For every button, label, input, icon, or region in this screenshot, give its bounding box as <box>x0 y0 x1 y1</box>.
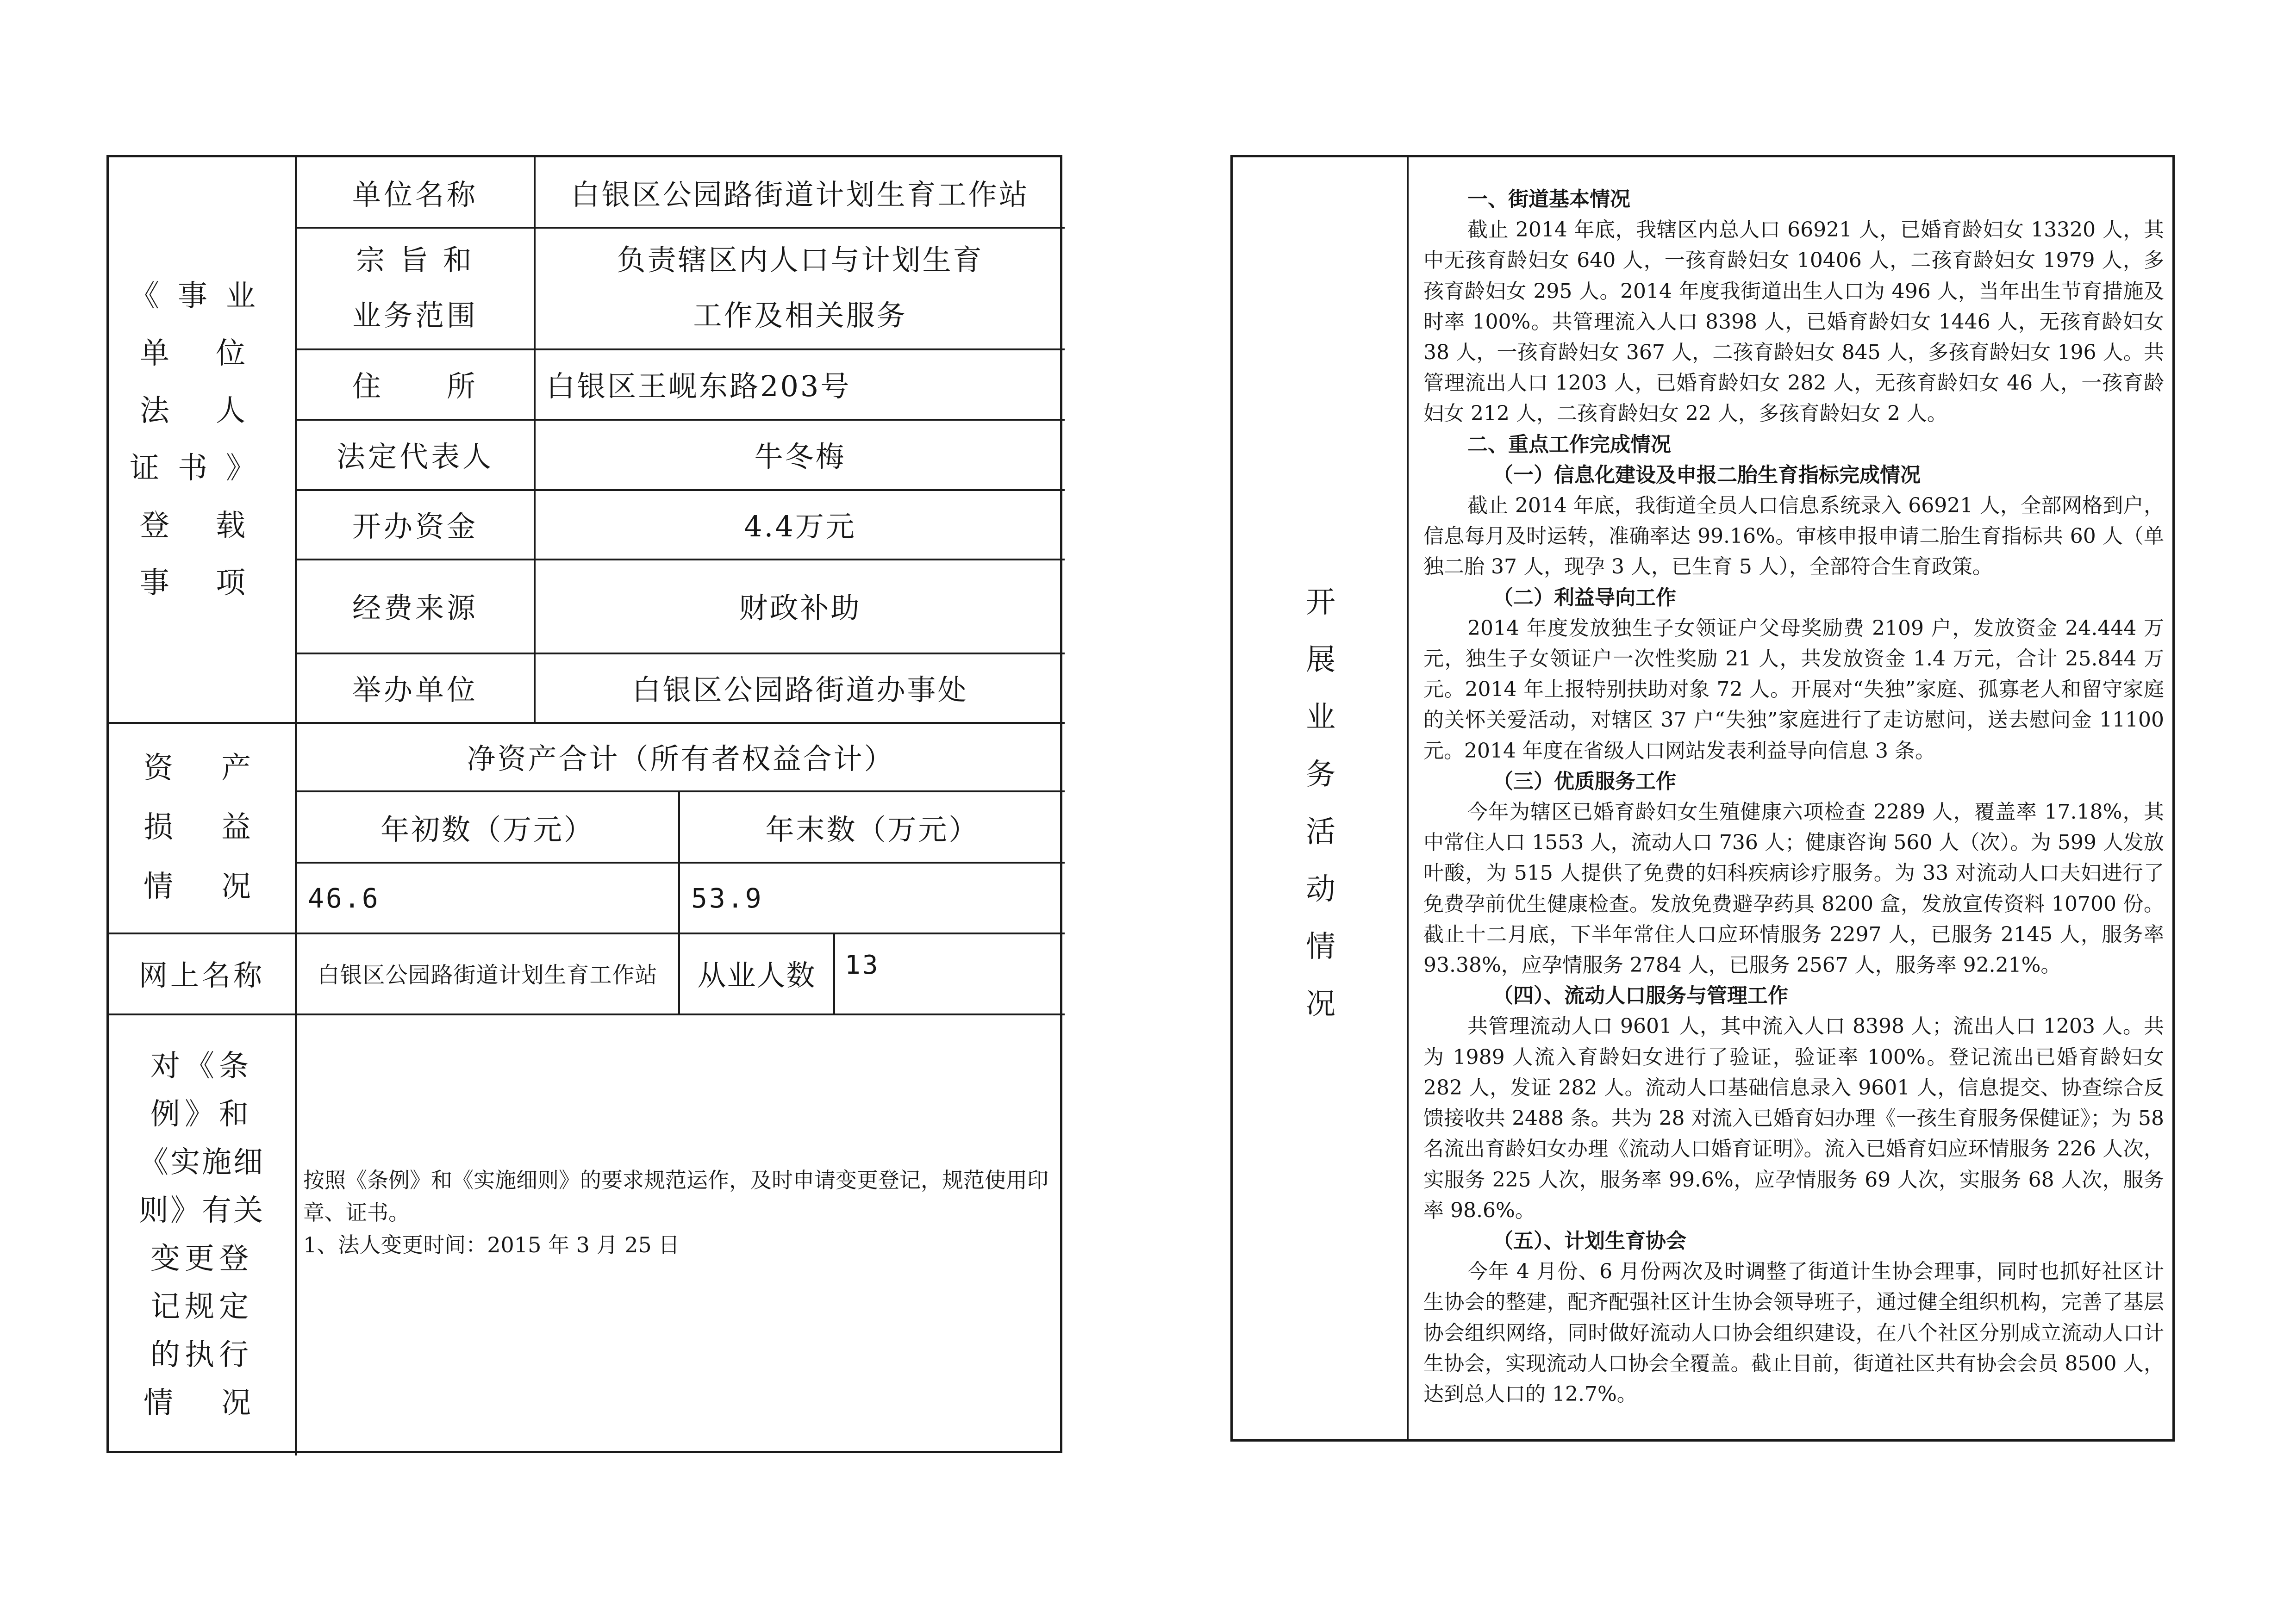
online-name-value: 白银区公园路街道计划生育工作站 <box>317 962 658 988</box>
sponsor-value: 白银区公园路街道办事处 <box>632 672 968 707</box>
capital-label: 开办资金 <box>352 509 478 543</box>
heading-quality-service: （三）优质服务工作 <box>1493 769 1676 793</box>
paragraph-informatization: 截止 2014 年底，我街道全员人口信息系统录入 66921 人，全部网格到户，信息每月及时运转，准确率达 99.16%。审核申报申请二胎生育指标共 60 人（单独二胎 37 人，现孕 3 人，已生育 5 人），全部符合生育政策。 <box>1423 494 2164 579</box>
staff-count-label: 从业人数 <box>697 958 816 992</box>
online-name-label: 网上名称 <box>138 958 265 992</box>
paragraph-floating-population: 共管理流动人口 9601 人，其中流入人口 8398 人；流出人口 1203 人。共为 1989 人流入育龄妇女进行了验证，验证率 100%。登记流出已婚育龄妇女 282 人，发证 282 人。流动人口基础信息录入 9601 人，信息提交、协查综合反馈接收共 2488 条。共为 28 对流入已婚育妇办理《一孩生育服务保健证》；为 58 名流出育龄妇女办理《流动人口婚育证明》。流入已婚育妇应环情服务 226 人次，实服务 225 人次，服务率 99.6%，应孕情服务 69 人次，实服务 68 人次，服务率 98.6%。 <box>1423 1014 2164 1222</box>
net-assets-label: 净资产合计（所有者权益合计） <box>467 741 895 776</box>
unit-name-value: 白银区公园路街道计划生育工作站 <box>571 177 1029 211</box>
heading-street-overview: 一、街道基本情况 <box>1467 187 1630 211</box>
address-label: 住 所 <box>352 369 478 403</box>
sponsor-label: 举办单位 <box>352 672 478 707</box>
paragraph-street-overview: 截止 2014 年底，我辖区内总人口 66921 人，已婚育龄妇女 13320 人，其中无孩育龄妇女 640 人，一孩育龄妇女 10406 人，二孩育龄妇女 1979 人，多孩育龄妇女 295 人。2014 年度我街道出生人口为 496 人，当年出生节育措施及时率 100%。共管理流入人口 8398 人，已婚育龄妇女 1446 人，无孩育龄妇女 38 人，一孩育龄妇女 367 人，二孩育龄妇女 845 人，多孩育龄妇女 196 人。共管理流出人口 1203 人，已婚育龄妇女 282 人，无孩育龄妇女 46 人，一孩育龄妇女 212 人，二孩育龄妇女 22 人，多孩育龄妇女 2 人。 <box>1423 218 2164 426</box>
begin-of-year-label: 年初数（万元） <box>380 812 594 846</box>
end-of-year-value: 53.9 <box>691 882 763 914</box>
regulation-compliance-text: 按照《条例》和《实施细则》的要求规范运作，及时申请变更登记，规范使用印章、证书。 1、法人变更时间：2015 年 3 月 25 日 <box>303 1168 1048 1257</box>
capital-value: 4.4万元 <box>744 509 856 543</box>
legal-representative-label: 法定代表人 <box>336 439 494 473</box>
heading-family-planning-association: （五）、计划生育协会 <box>1493 1229 1686 1253</box>
end-of-year-label: 年末数（万元） <box>765 812 980 846</box>
funding-source-value: 财政补助 <box>739 591 861 625</box>
registration-form-page <box>106 155 1062 1453</box>
heading-floating-population: （四）、流动人口服务与管理工作 <box>1493 984 1788 1008</box>
unit-name-label: 单位名称 <box>352 177 478 211</box>
heading-key-work: 二、重点工作完成情况 <box>1467 432 1671 456</box>
business-activities-body <box>1423 184 2164 1410</box>
purpose-value: 负责辖区内人口与计划生育 工作及相关服务 <box>617 243 984 332</box>
address-value: 白银区王岘东路203号 <box>546 369 851 403</box>
business-activities-page <box>1230 155 2175 1442</box>
staff-count-value: 13 <box>845 950 880 980</box>
section-title-business-activities: 开 展 业 务 活 动 情 况 <box>1306 585 1335 1021</box>
section-title-regulation-compliance: 对《条 例》和 《实施细 则》有关 变更登 记规定 的执行 情 况 <box>139 1049 265 1420</box>
legal-representative-value: 牛冬梅 <box>754 439 846 473</box>
section-title-registered-items: 《事业 单 位 法 人 证书》 登 载 事 项 <box>130 279 274 600</box>
begin-of-year-value: 46.6 <box>308 882 380 914</box>
paragraph-family-planning-association: 今年 4 月份、6 月份两次及时调整了街道计生协会理事，同时也抓好社区计生协会的整建，配齐配强社区计生协会领导班子，通过健全组织机构，完善了基层协会组织网络，同时做好流动人口协会组织建设，在八个社区分别成立流动人口计生协会，实现流动人口协会全覆盖。截止目前，街道社区共有协会会员 8500 人，达到总人口的 12.7%。 <box>1423 1260 2164 1406</box>
purpose-label: 宗 旨 和 业务范围 <box>352 243 478 332</box>
funding-source-label: 经费来源 <box>352 591 478 625</box>
paragraph-benefit-guidance: 2014 年度发放独生子女领证户父母奖励费 2109 户，发放资金 24.444 万元，独生子女领证户一次性奖励 21 人，共发放资金 1.4 万元，合计 25.844 万元。2014 年上报特别扶助对象 72 人。开展对“失独”家庭、孤寡老人和留守家庭的关怀关爱活动，对辖区 37 户“失独”家庭进行了走访慰问，送去慰问金 11100 元。2014 年度在省级人口网站发表利益导向信息 3 条。 <box>1423 616 2164 763</box>
heading-informatization: （一）信息化建设及申报二胎生育指标完成情况 <box>1493 463 1921 487</box>
heading-benefit-guidance: （二）利益导向工作 <box>1493 585 1676 609</box>
section-title-assets: 资 产 损 益 情 况 <box>144 751 260 904</box>
paragraph-quality-service: 今年为辖区已婚育龄妇女生殖健康六项检查 2289 人，覆盖率 17.18%，其中常住人口 1553 人，流动人口 736 人；健康咨询 560 人（次）。为 599 人发放叶酸，为 515 人提供了免费的妇科疾病诊疗服务。为 33 对流动人口夫妇进行了免费孕前优生健康检查。发放免费避孕药具 8200 盒，发放宣传资料 10700 份。截止十二月底，下半年常住人口应环情服务 2297 人，已服务 2145 人，服务率 93.38%，应孕情服务 2784 人，已服务 2567 人，服务率 92.21%。 <box>1423 800 2164 977</box>
